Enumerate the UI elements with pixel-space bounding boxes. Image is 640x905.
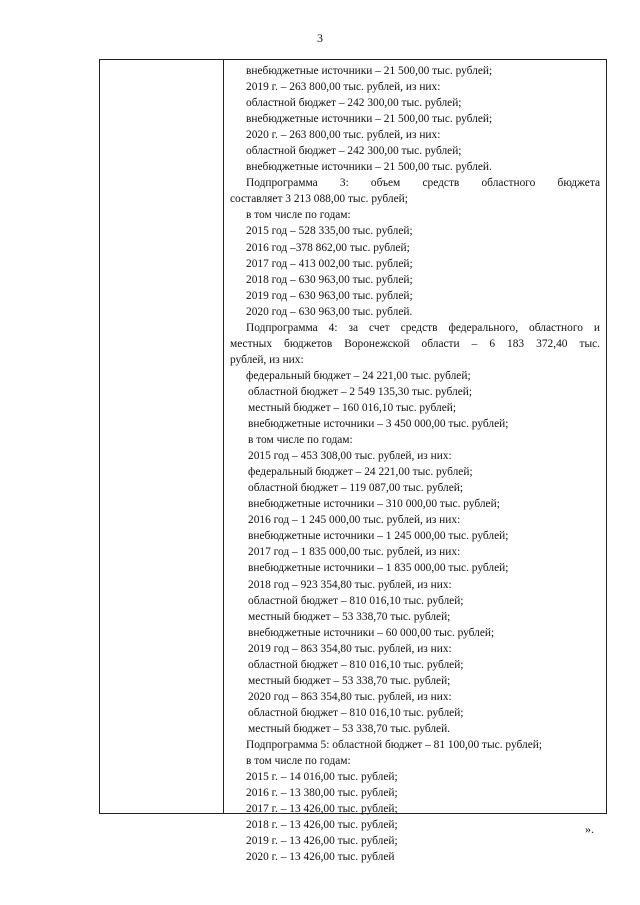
text-line: областной бюджет – 810 016,10 тыс. рублей; [248, 594, 464, 607]
text-line: 2015 г. – 14 016,00 тыс. рублей; [246, 771, 398, 784]
text-line: внебюджетные источники – 60 000,00 тыс. рублей; [248, 626, 495, 639]
text-line: 2018 г. – 13 426,00 тыс. рублей; [246, 819, 398, 832]
text-line: областной бюджет – 810 016,10 тыс. рублей; [248, 658, 464, 671]
text-line: 2019 г. – 263 800,00 тыс. рублей, из них: [246, 81, 441, 94]
table-left-column [100, 60, 224, 813]
text-line: 2020 год – 630 963,00 тыс. рублей. [246, 305, 413, 318]
text-line: местный бюджет – 53 338,70 тыс. рублей. [248, 722, 451, 735]
text-line: областной бюджет – 2 549 135,30 тыс. рублей; [248, 385, 473, 398]
table-right-column [224, 63, 600, 865]
text-line: внебюджетные источники – 21 500,00 тыс. рублей. [246, 161, 492, 174]
text-line: 2020 г. – 263 800,00 тыс. рублей, из них: [246, 129, 441, 142]
text-line: Подпрограмма 5: областной бюджет – 81 100,00 тыс. рублей; [246, 738, 543, 751]
text-line: 2018 год – 630 963,00 тыс. рублей; [246, 273, 413, 286]
text-line: 2019 г. – 13 426,00 тыс. рублей; [246, 835, 398, 848]
text-line: 2020 год – 863 354,80 тыс. рублей, из них: [248, 690, 452, 703]
text-line: в том числе по годам: [246, 209, 351, 222]
text-line: 2019 год – 630 963,00 тыс. рублей; [246, 289, 413, 302]
text-line: 2016 год – 1 245 000,00 тыс. рублей, из них: [248, 514, 461, 527]
text-line: внебюджетные источники – 21 500,00 тыс. рублей; [246, 113, 493, 126]
text-line: внебюджетные источники – 1 245 000,00 тыс. рублей; [248, 530, 509, 543]
text-line: федеральный бюджет – 24 221,00 тыс. рублей; [246, 369, 471, 382]
text-line: внебюджетные источники – 3 450 000,00 тыс. рублей; [248, 418, 509, 431]
text-line: Подпрограмма 3: объем средств областного бюджета [246, 177, 600, 190]
document-table [99, 59, 607, 864]
text-line: областной бюджет – 119 087,00 тыс. рублей; [248, 482, 464, 495]
text-line: 2015 год – 528 335,00 тыс. рублей; [246, 225, 413, 238]
text-line: Подпрограмма 4: за счет средств федерального, областного и [246, 321, 600, 334]
text-line: 2017 год – 413 002,00 тыс. рублей; [246, 257, 413, 270]
text-line: 2017 г. – 13 426,00 тыс. рублей; [246, 803, 398, 816]
text-line: в том числе по годам: [246, 755, 351, 768]
text-line: в том числе по годам: [248, 434, 353, 447]
text-line: 2018 год – 923 354,80 тыс. рублей, из них: [248, 578, 452, 591]
text-line: рублей, из них: [230, 353, 304, 366]
text-line: внебюджетные источники – 1 835 000,00 тыс. рублей; [248, 562, 509, 575]
page-number: 3 [317, 31, 323, 45]
text-line: местный бюджет – 53 338,70 тыс. рублей; [248, 674, 451, 687]
text-line: местный бюджет – 160 016,10 тыс. рублей; [248, 401, 457, 414]
text-line: 2017 год – 1 835 000,00 тыс. рублей, из них: [248, 546, 461, 559]
text-line: внебюджетные источники – 310 000,00 тыс. рублей; [248, 498, 500, 511]
text-line: областной бюджет – 242 300,00 тыс. рублей; [246, 145, 462, 158]
text-line: федеральный бюджет – 24 221,00 тыс. рублей; [248, 466, 473, 479]
text-line: внебюджетные источники – 21 500,00 тыс. рублей; [246, 65, 493, 77]
text-line: 2016 год –378 862,00 тыс. рублей; [246, 241, 410, 254]
text-line: местных бюджетов Воронежской области – 6 183 372,40 тыс. [230, 337, 600, 350]
text-line: составляет 3 213 088,00 тыс. рублей; [230, 193, 408, 206]
text-line: 2020 г. – 13 426,00 тыс. рублей [246, 851, 395, 864]
text-line: 2019 год – 863 354,80 тыс. рублей, из них: [248, 642, 452, 655]
closing-quote-mark: ». [585, 822, 594, 836]
text-line: 2015 год – 453 308,00 тыс. рублей, из них: [248, 450, 452, 463]
text-line: областной бюджет – 242 300,00 тыс. рублей; [246, 97, 462, 110]
text-line: местный бюджет – 53 338,70 тыс. рублей; [248, 610, 451, 623]
text-line: областной бюджет – 810 016,10 тыс. рублей; [248, 706, 464, 719]
text-line: 2016 г. – 13 380,00 тыс. рублей; [246, 787, 398, 800]
